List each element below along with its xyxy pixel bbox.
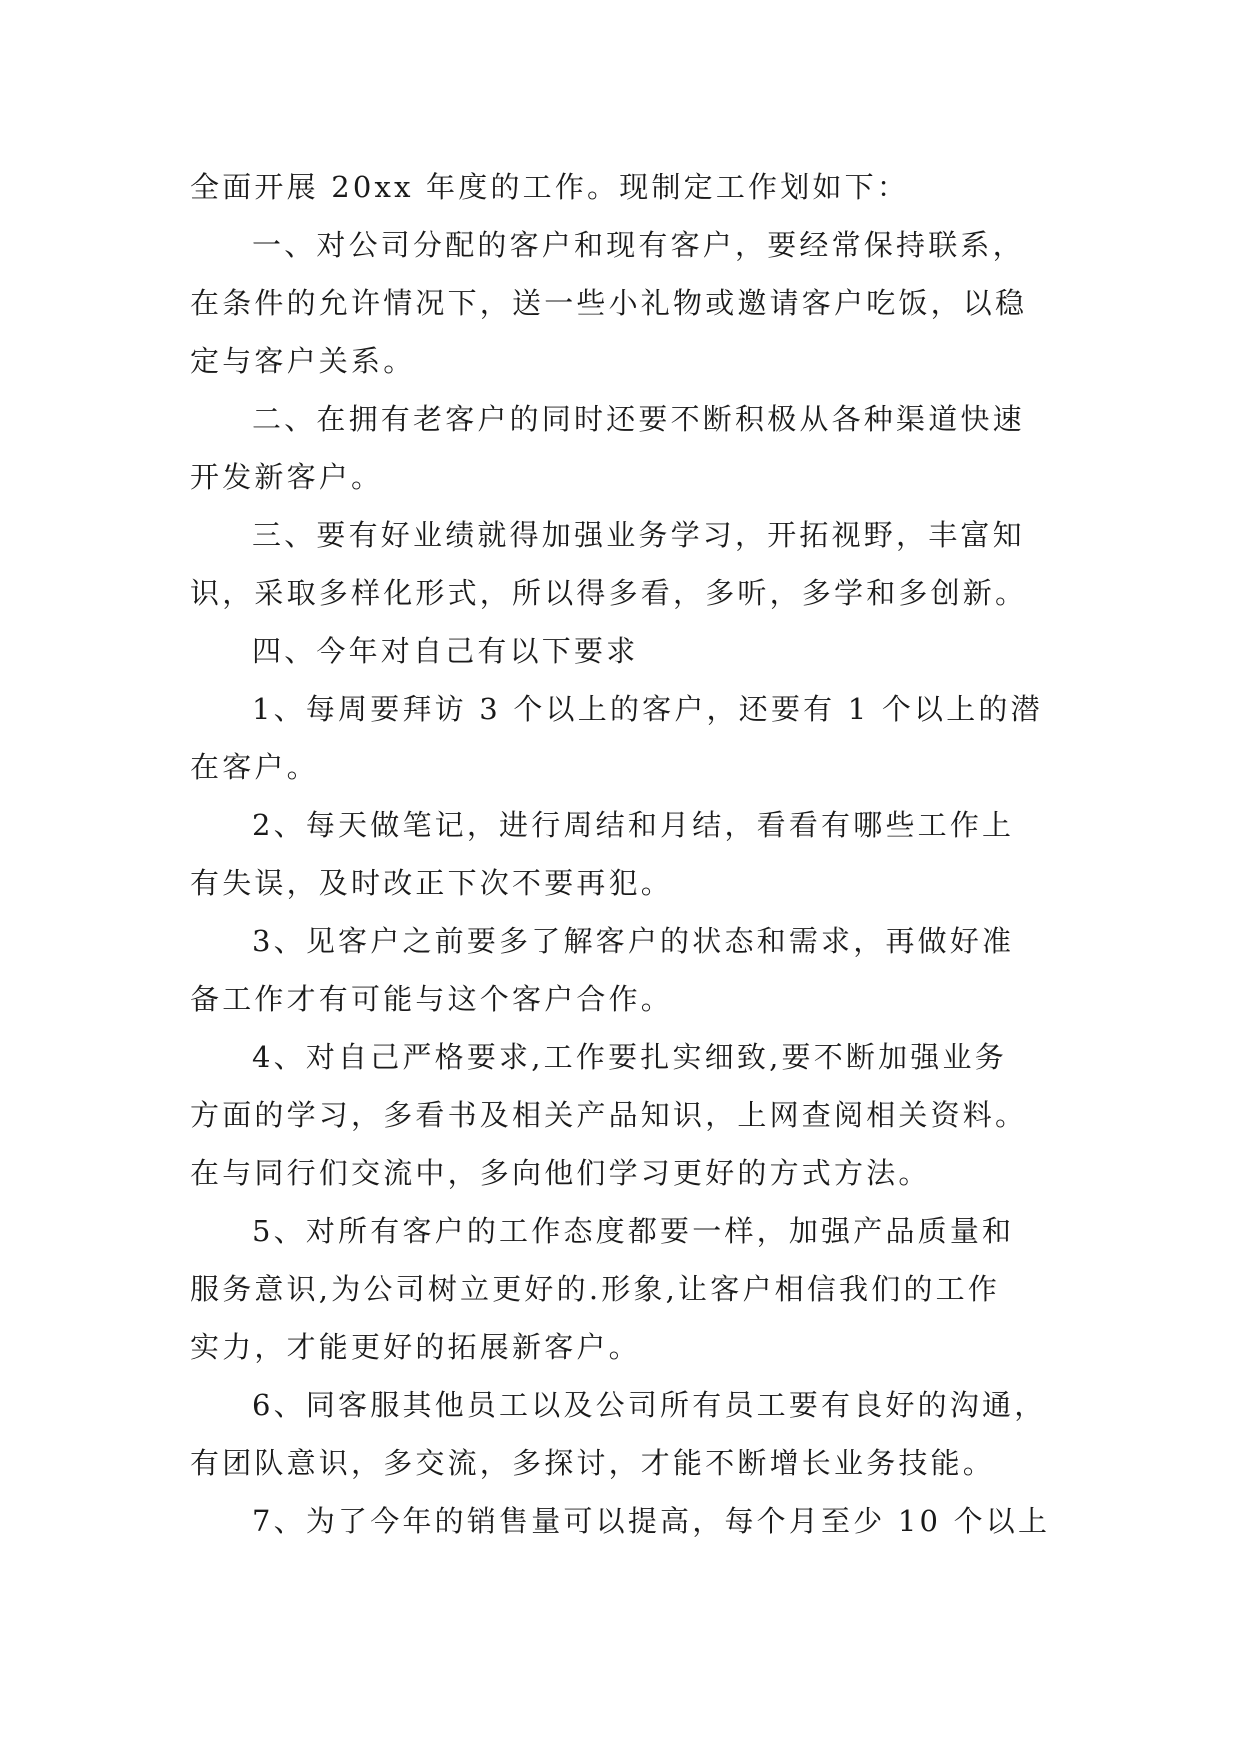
text-line: 在条件的允许情况下，送一些小礼物或邀请客户吃饭，以稳 <box>190 286 1028 320</box>
text-line: 实力，才能更好的拓展新客户。 <box>190 1330 641 1364</box>
text-line: 开发新客户。 <box>190 460 384 494</box>
text-line: 有团队意识，多交流，多探讨，才能不断增长业务技能。 <box>190 1446 996 1480</box>
document-body <box>190 158 1070 1550</box>
text-line: 在客户。 <box>190 750 319 784</box>
paragraph-1-start: 一、对公司分配的客户和现有客户，要经常保持联系， <box>252 228 1025 262</box>
list-item-7-start: 7、为了今年的销售量可以提高，每个月至少 10 个以上 <box>252 1504 1051 1538</box>
list-item-5-start: 5、对所有客户的工作态度都要一样，加强产品质量和 <box>252 1214 1015 1248</box>
text-line: 全面开展 20xx 年度的工作。现制定工作划如下： <box>190 170 910 204</box>
text-line: 定与客户关系。 <box>190 344 416 378</box>
paragraph-3-start: 三、要有好业绩就得加强业务学习，开拓视野，丰富知 <box>252 518 1025 552</box>
list-item-6-start: 6、同客服其他员工以及公司所有员工要有良好的沟通， <box>252 1388 1047 1422</box>
text-line: 方面的学习，多看书及相关产品知识，上网查阅相关资料。 <box>190 1098 1028 1132</box>
list-item-2-start: 2、每天做笔记，进行周结和月结，看看有哪些工作上 <box>252 808 1015 842</box>
text-line: 备工作才有可能与这个客户合作。 <box>190 982 674 1016</box>
text-line: 有失误，及时改正下次不要再犯。 <box>190 866 674 900</box>
paragraph-2-start: 二、在拥有老客户的同时还要不断积极从各种渠道快速 <box>252 402 1025 436</box>
list-item-1-start: 1、每周要拜访 3 个以上的客户，还要有 1 个以上的潜 <box>252 692 1043 726</box>
text-line: 服务意识,为公司树立更好的.形象,让客户相信我们的工作 <box>190 1272 1001 1306</box>
text-line: 在与同行们交流中，多向他们学习更好的方式方法。 <box>190 1156 931 1190</box>
text-line: 识，采取多样化形式，所以得多看，多听，多学和多创新。 <box>190 576 1028 610</box>
list-item-3-start: 3、见客户之前要多了解客户的状态和需求，再做好准 <box>252 924 1015 958</box>
list-item-4-start: 4、对自己严格要求,工作要扎实细致,要不断加强业务 <box>252 1040 1007 1074</box>
paragraph-4-start: 四、今年对自己有以下要求 <box>252 634 639 668</box>
